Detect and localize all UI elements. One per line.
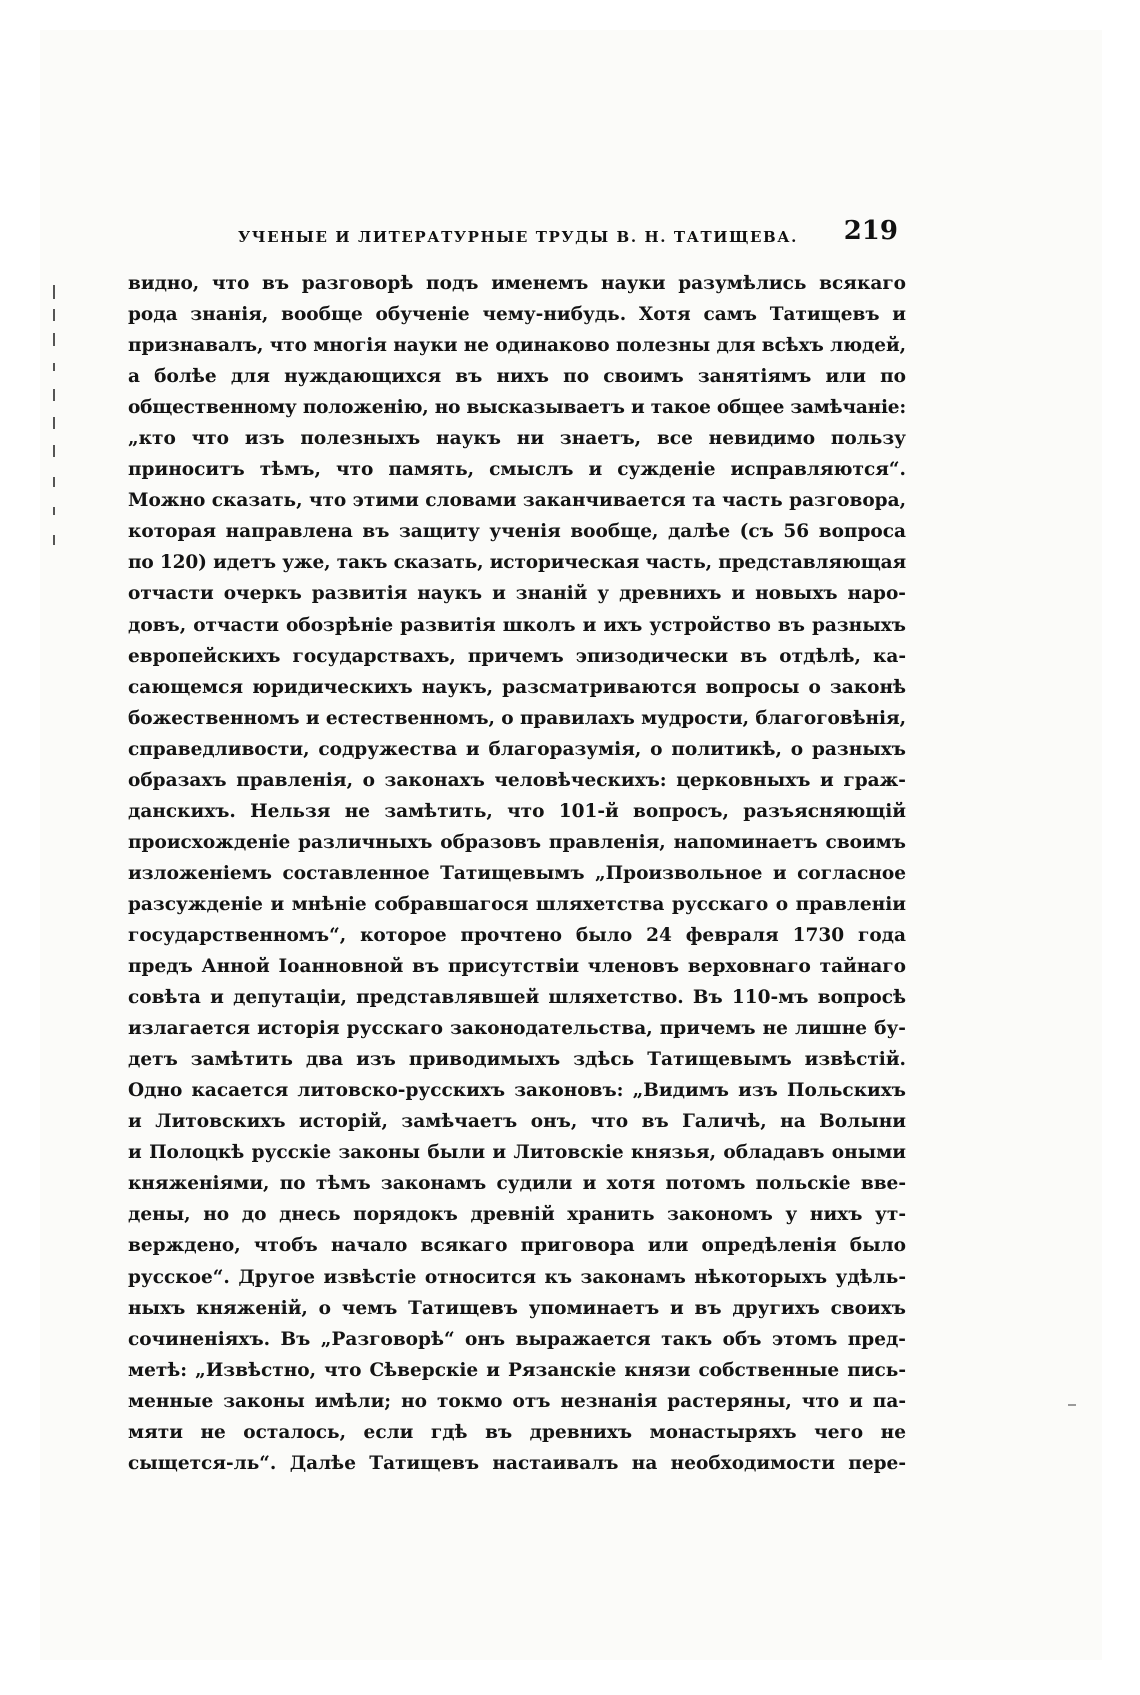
text-line: детъ замѣтить два изъ приводимыхъ здѣсь Татищевымъ извѣстій. xyxy=(128,1049,906,1071)
margin-tick xyxy=(53,363,55,371)
text-line: дены, но до днесь порядокъ древній хранить закономъ у нихъ ут- xyxy=(128,1204,906,1226)
text-line: отчасти очеркъ развитія наукъ и знаній у древнихъ и новыхъ наро- xyxy=(128,583,906,605)
text-line: а болѣе для нуждающихся въ нихъ по своимъ занятіямъ или по xyxy=(128,366,906,388)
text-line: признавалъ, что многія науки не одинаково полезны для всѣхъ людей, xyxy=(128,335,906,357)
text-line: верждено, чтобъ начало всякаго приговора или опредѣленія было xyxy=(128,1235,906,1257)
text-line: излагается исторія русскаго законодательства, причемъ не лишне бу- xyxy=(128,1018,906,1040)
margin-tick xyxy=(53,389,55,401)
page-header xyxy=(128,210,908,254)
text-line: мяти не осталось, если гдѣ въ древнихъ монастыряхъ чего не xyxy=(128,1421,906,1443)
text-line: образахъ правленія, о законахъ человѣческихъ: церковныхъ и граж- xyxy=(128,769,906,791)
text-line: сыщется-ль“. Далѣе Татищевъ настаивалъ на необходимости пере- xyxy=(128,1452,906,1474)
text-line: ныхъ княженій, о чемъ Татищевъ упоминаетъ и въ другихъ своихъ xyxy=(128,1297,906,1319)
text-line: общественному положенію, но высказываетъ и такое общее замѣчаніе: xyxy=(128,397,906,419)
text-line: метѣ: „Извѣстно, что Сѣверскіе и Рязанскіе князи собственные пись- xyxy=(128,1359,906,1381)
text-line: изложеніемъ составленное Татищевымъ „Произвольное и согласное xyxy=(128,862,906,884)
running-head: УЧЕНЫЕ И ЛИТЕРАТУРНЫЕ ТРУДЫ В. Н. ТАТИЩЕВА. xyxy=(238,228,798,246)
text-line: сочиненіяхъ. Въ „Разговорѣ“ онъ выражается такъ объ этомъ пред- xyxy=(128,1328,906,1350)
text-line: разсужденіе и мнѣніе собравшагося шляхетства русскаго о правленіи xyxy=(128,893,906,915)
text-line: и Литовскихъ исторій, замѣчаетъ онъ, что въ Галичѣ, на Волыни xyxy=(128,1111,906,1133)
text-line: сающемся юридическихъ наукъ, разсматриваются вопросы о законѣ xyxy=(128,676,906,698)
text-line: Одно касается литовско-русскихъ законовъ: „Видимъ изъ Польскихъ xyxy=(128,1080,906,1102)
scan-speck xyxy=(1068,1404,1076,1406)
text-line: которая направлена въ защиту ученія вообще, далѣе (съ 56 вопроса xyxy=(128,521,906,543)
text-line: совѣта и депутаціи, представлявшей шляхетство. Въ 110-мъ вопросѣ xyxy=(128,987,906,1009)
text-line: приноситъ тѣмъ, что память, смыслъ и сужденіе исправляются“. xyxy=(128,459,906,481)
text-line: происхожденіе различныхъ образовъ правленія, напоминаетъ своимъ xyxy=(128,831,906,853)
text-line: государственномъ“, которое прочтено было 24 февраля 1730 года xyxy=(128,924,906,946)
body-text xyxy=(128,268,906,1479)
text-line: божественномъ и естественномъ, о правилахъ мудрости, благоговѣнія, xyxy=(128,707,906,729)
text-line: и Полоцкѣ русскіе законы были и Литовскіе князья, обладавъ оными xyxy=(128,1142,906,1164)
margin-tick xyxy=(53,309,55,321)
margin-tick xyxy=(53,507,55,515)
text-line: рода знанія, вообще обученіе чему-нибудь. Хотя самъ Татищевъ и xyxy=(128,304,906,326)
margin-tick xyxy=(53,445,55,457)
text-line: княженіями, по тѣмъ законамъ судили и хотя потомъ польскіе вве- xyxy=(128,1173,906,1195)
margin-marks xyxy=(48,285,60,615)
text-line: видно, что въ разговорѣ подъ именемъ науки разумѣлись всякаго xyxy=(128,273,906,294)
text-line: предъ Анной Іоанновной въ присутствіи членовъ верховнаго тайнаго xyxy=(128,956,906,978)
text-line: европейскихъ государствахъ, причемъ эпизодически въ отдѣлѣ, ка- xyxy=(128,645,906,667)
margin-tick xyxy=(53,477,55,487)
margin-tick xyxy=(53,333,55,346)
text-line: по 120) идетъ уже, такъ сказать, историческая часть, представляющая xyxy=(128,552,906,574)
margin-tick xyxy=(53,535,55,545)
text-line: „кто что изъ полезныхъ наукъ ни знаетъ, все невидимо пользу xyxy=(128,428,906,450)
margin-tick xyxy=(53,417,55,429)
text-line: справедливости, содружества и благоразумія, о политикѣ, о разныхъ xyxy=(128,738,906,760)
margin-tick xyxy=(53,285,55,299)
text-line: менные законы имѣли; но токмо отъ незнанія растеряны, что и па- xyxy=(128,1390,906,1412)
text-line: довъ, отчасти обозрѣніе развитія школъ и ихъ устройство въ разныхъ xyxy=(128,614,906,636)
text-line: данскихъ. Нельзя не замѣтить, что 101-й вопросъ, разъясняющій xyxy=(128,800,906,822)
text-line: Можно сказать, что этими словами заканчивается та часть разговора, xyxy=(128,490,906,512)
text-line: русское“. Другое извѣстіе относится къ законамъ нѣкоторыхъ удѣль- xyxy=(128,1266,906,1288)
page-number: 219 xyxy=(843,216,898,246)
